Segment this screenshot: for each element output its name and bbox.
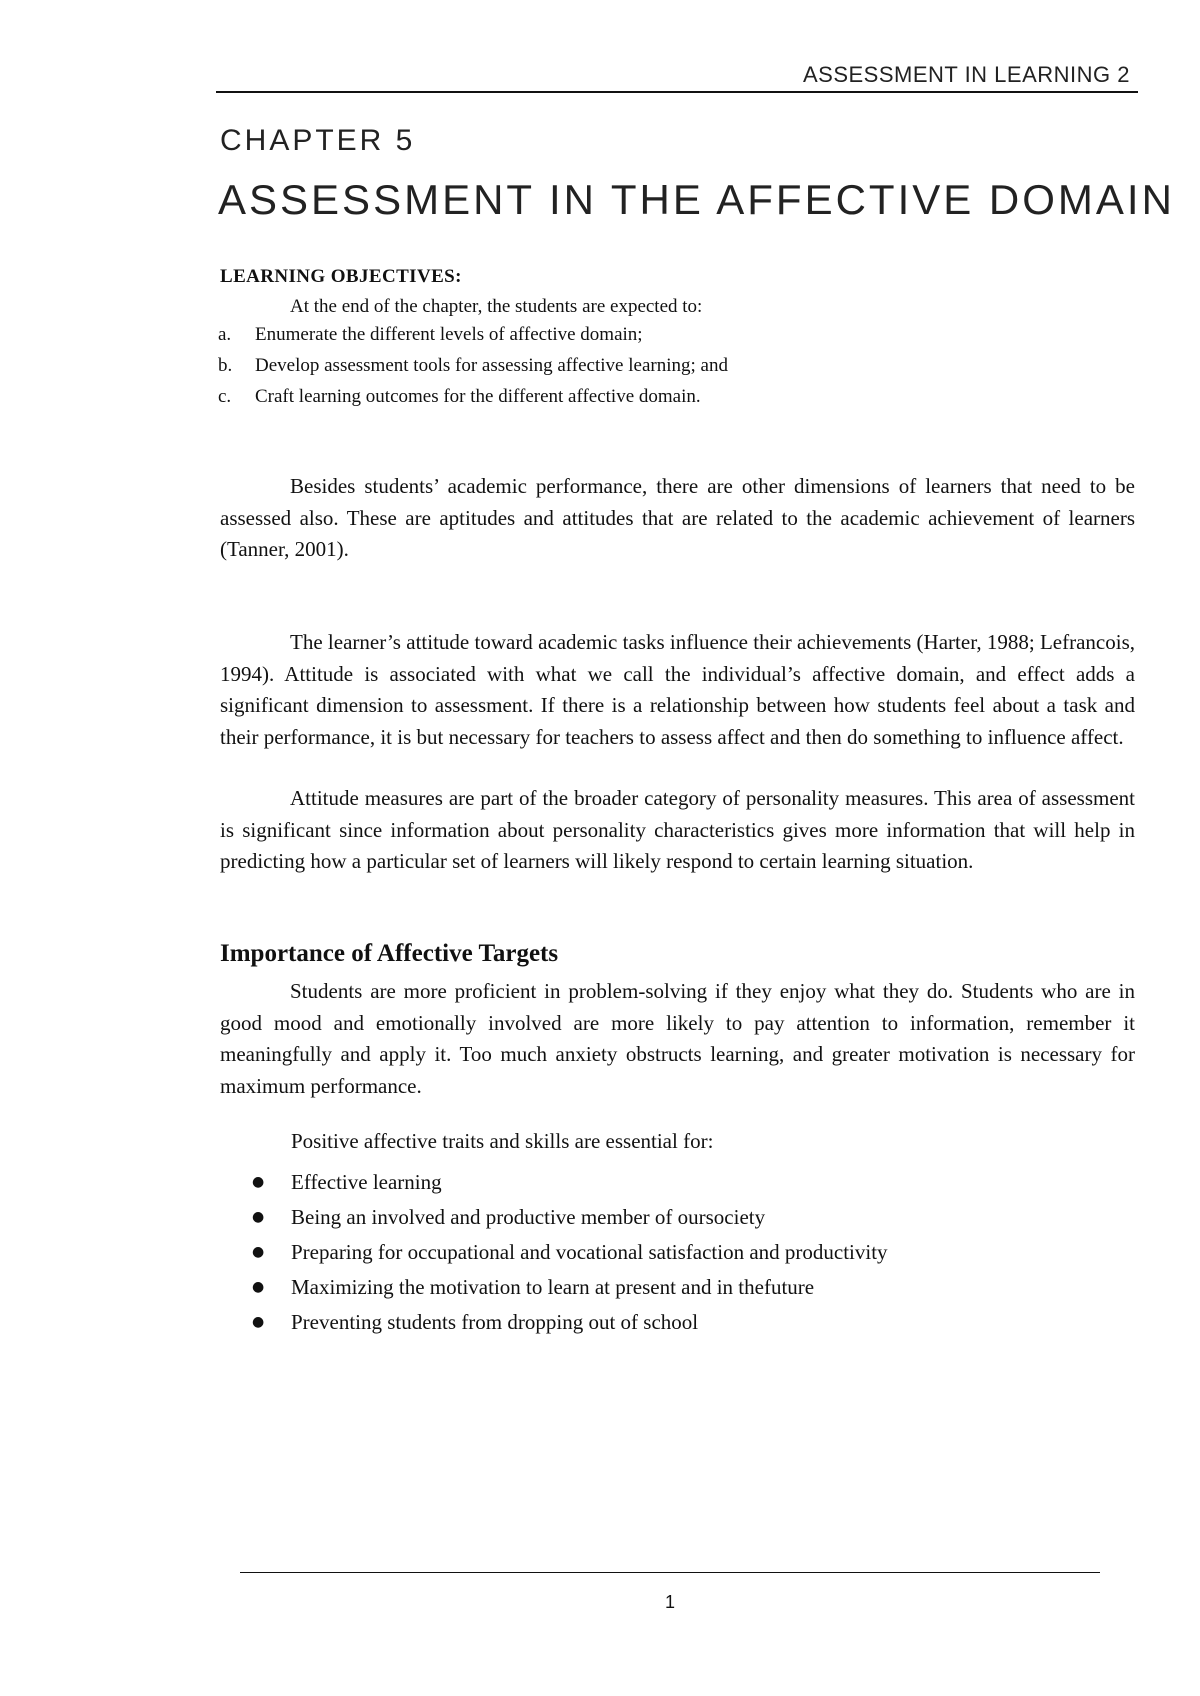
traits-intro: Positive affective traits and skills are essential for: xyxy=(291,1129,714,1153)
trait-text: Being an involved and productive member of oursociety xyxy=(291,1204,766,1229)
bullet-icon: ● xyxy=(252,1313,265,1330)
chapter-label: CHAPTER 5 xyxy=(220,124,416,157)
trait-text: Preventing students from dropping out of school xyxy=(291,1309,699,1334)
list-item xyxy=(252,1269,888,1304)
paragraph-importance: Students are more proficient in problem-solving if they enjoy what they do. Students who are in good mood and emotionally involved are more likely to pay attention to information, remember it meaningfully and apply it. Too much anxiety obstructs learning, and greater motivation is necessary for maximum performance. xyxy=(220,979,1135,1098)
paragraph-learner-attitude: The learner’s attitude toward academic tasks influence their achievements (Harter, 1988; Lefrancois, 1994). Attitude is associated with what we call the individual’s affective domain, and effect adds a significant dimension to assessment. If there is a relationship between how students feel about a task and their performance, it is but necessary for teachers to assess affect and then do something to influence affect. xyxy=(220,630,1135,749)
header-rule xyxy=(216,91,1138,93)
paragraph-academic-performance: Besides students’ academic performance, there are other dimensions of learners that need to be assessed also. These are aptitudes and attitudes that are related to the academic achievement of learners (Tanner, 2001). xyxy=(220,474,1135,561)
objective-item xyxy=(218,322,728,353)
page-number: 1 xyxy=(664,1592,675,1612)
traits-list xyxy=(252,1164,888,1339)
bullet-icon: ● xyxy=(252,1173,265,1190)
paragraph-attitude-measures: Attitude measures are part of the broader category of personality measures. This area of assessment is significant since information about personality characteristics gives more information that will help in predicting how a particular set of learners will likely respond to certain learning situation. xyxy=(220,786,1135,873)
running-header: ASSESSMENT IN LEARNING 2 xyxy=(802,62,1130,87)
footer-rule xyxy=(240,1572,1100,1573)
list-item xyxy=(252,1199,888,1234)
bullet-icon: ● xyxy=(252,1243,265,1260)
list-item xyxy=(252,1304,888,1339)
trait-text: Effective learning xyxy=(291,1169,442,1194)
trait-text: Preparing for occupational and vocational satisfaction and productivity xyxy=(291,1239,888,1264)
objectives-list xyxy=(218,322,728,415)
objective-letter: b. xyxy=(218,355,233,376)
objective-text: Enumerate the different levels of affective domain; xyxy=(255,324,643,345)
bullet-icon: ● xyxy=(252,1208,265,1225)
objectives-heading: LEARNING OBJECTIVES: xyxy=(220,266,462,287)
section-heading: Importance of Affective Targets xyxy=(220,940,559,967)
objective-item xyxy=(218,384,728,415)
objective-item xyxy=(218,353,728,384)
trait-text: Maximizing the motivation to learn at present and in thefuture xyxy=(291,1274,815,1299)
objective-letter: c. xyxy=(218,386,232,407)
list-item xyxy=(252,1234,888,1269)
objective-letter: a. xyxy=(218,324,232,345)
chapter-title: ASSESSMENT IN THE AFFECTIVE DOMAIN xyxy=(218,176,1175,223)
objective-text: Craft learning outcomes for the different affective domain. xyxy=(255,386,701,407)
objective-text: Develop assessment tools for assessing affective learning; and xyxy=(255,355,728,376)
objectives-intro: At the end of the chapter, the students are expected to: xyxy=(290,296,703,317)
bullet-icon: ● xyxy=(252,1278,265,1295)
list-item xyxy=(252,1164,888,1199)
